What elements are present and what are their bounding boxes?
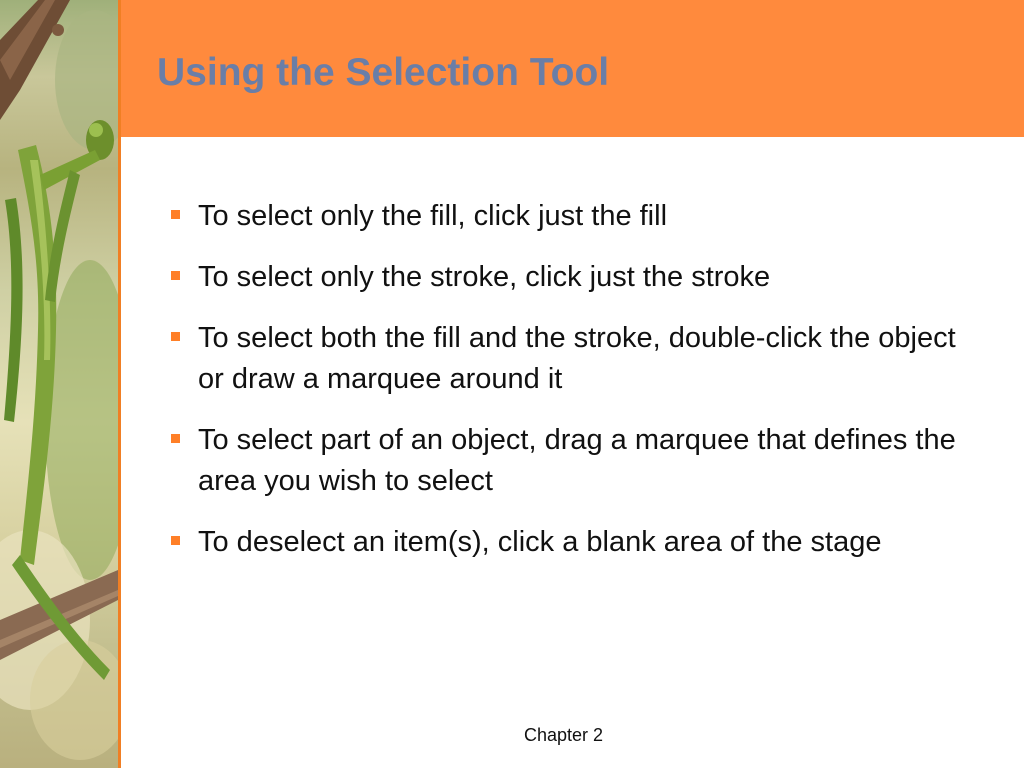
bullet-item (166, 522, 966, 563)
bullet-square-icon (171, 434, 180, 443)
bullet-text: To deselect an item(s), click a blank area of the stage (198, 526, 882, 558)
bullet-text: To select part of an object, drag a marquee that defines the area you wish to select (198, 424, 956, 497)
bullet-item (166, 257, 966, 298)
bullet-square-icon (171, 210, 180, 219)
slide-body (166, 196, 966, 583)
title-band (121, 0, 1024, 137)
bullet-item (166, 420, 966, 502)
bullet-list (166, 196, 966, 563)
bullet-square-icon (171, 332, 180, 341)
bullet-square-icon (171, 536, 180, 545)
bullet-text: To select both the fill and the stroke, double-click the object or draw a marquee around it (198, 322, 956, 395)
mantis-illustration (0, 0, 118, 768)
bullet-text: To select only the fill, click just the fill (198, 200, 668, 232)
bullet-item (166, 196, 966, 237)
slide-title: Using the Selection Tool (157, 51, 610, 94)
bullet-item (166, 318, 966, 400)
slide-footer: Chapter 2 (524, 725, 604, 745)
bullet-text: To select only the stroke, click just the stroke (198, 261, 771, 293)
bullet-square-icon (171, 271, 180, 280)
mantis-photo (0, 0, 118, 768)
